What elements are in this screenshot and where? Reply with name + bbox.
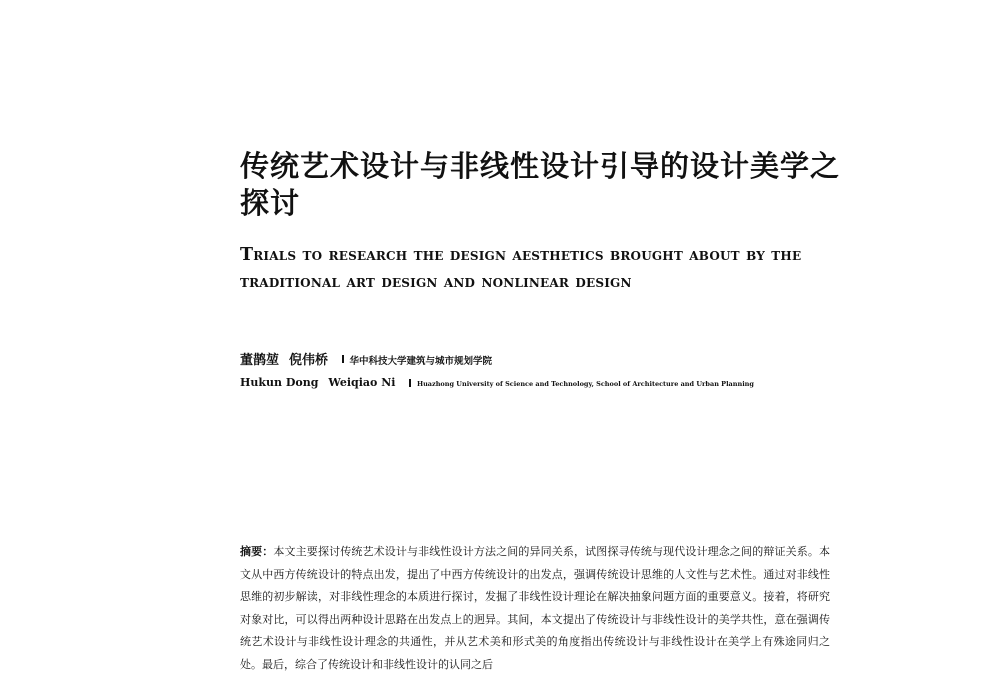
abstract-label: 摘要： <box>240 545 274 558</box>
author-name-en-1: Hukun Dong <box>240 376 319 389</box>
author-name-en-2: Weiqiao Ni <box>328 376 396 389</box>
english-author-line <box>240 376 754 389</box>
separator-bar <box>342 355 344 363</box>
abstract-paragraph <box>240 541 830 676</box>
chinese-title: 传统艺术设计与非线性设计引导的设计美学之探讨 <box>240 149 841 220</box>
abstract-text: 本文主要探讨传统艺术设计与非线性设计方法之间的异同关系，试图探寻传统与现代设计理念之间的辩证关系。本文从中西方传统设计的特点出发，提出了中西方传统设计的出发点，强调传统设计思维的人文性与艺术性。通过对非线性思维的初步解读，对非线性理念的本质进行探讨，发掘了非线性设计理论在解决抽象问题方面的重要意义。接着，将研究对象对比，可以得出两种设计思路在出发点上的迥异。其间，本文提出了传统设计与非线性设计的美学共性，意在强调传统艺术设计与非线性设计理念的共通性，并从艺术美和形式美的角度指出传统设计与非线性设计在美学上有殊途同归之处。最后，综合了传统设计和非线性设计的认同之后 <box>240 545 830 671</box>
affiliation-en: Huazhong University of Science and Technology, School of Architecture and Urban Planning <box>416 380 754 388</box>
author-name-cn-1: 董鹊堃 <box>240 353 280 368</box>
chinese-author-line <box>240 349 492 368</box>
english-title: Trials to research the design aesthetics brought about by the traditional art design and nonlinear design <box>240 245 802 292</box>
affiliation-cn: 华中科技大学建筑与城市规划学院 <box>349 356 493 367</box>
author-name-cn-2: 倪伟桥 <box>289 353 329 368</box>
separator-bar <box>409 379 411 387</box>
